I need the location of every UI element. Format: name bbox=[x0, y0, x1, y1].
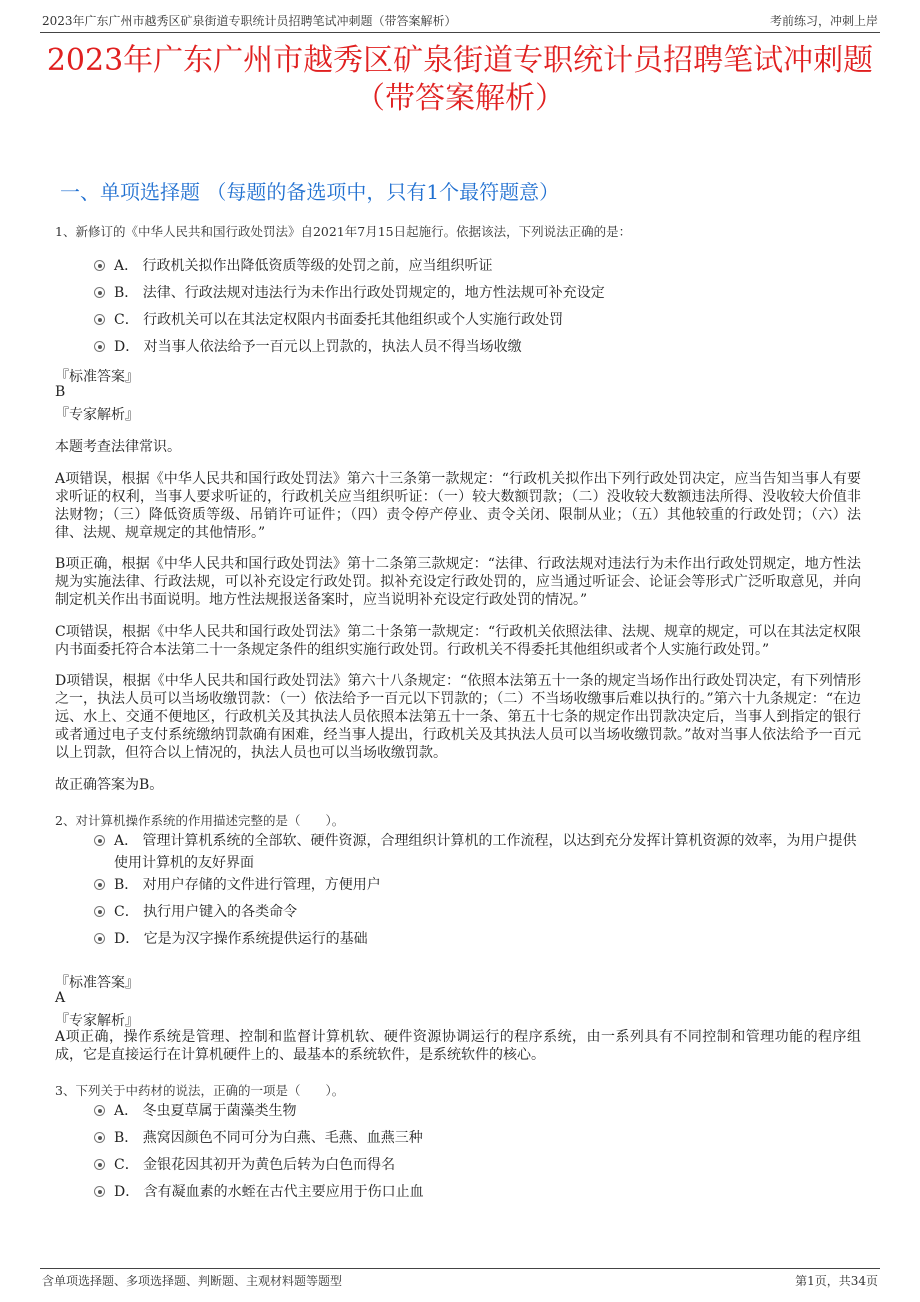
radio-icon[interactable] bbox=[94, 341, 105, 352]
question-3-stem: 3、下列关于中药材的说法，正确的一项是（ ）。 bbox=[55, 1083, 345, 1098]
answer-value: A bbox=[55, 990, 66, 1006]
analysis-paragraph: C项错误，根据《中华人民共和国行政处罚法》第二十条第一款规定：“行政机关依照法律、法规、规章的规定，可以在其法定权限内书面委托符合本法第二十一条规定条件的组织实施行政处罚。行政机关不得委托其他组织或者个人实施行政处罚。” bbox=[55, 624, 861, 658]
radio-icon[interactable] bbox=[94, 933, 105, 944]
question-2-stem: 2、对计算机操作系统的作用描述完整的是（ ）。 bbox=[55, 813, 345, 828]
question-2-option-b[interactable] bbox=[94, 874, 864, 896]
question-1-option-b[interactable] bbox=[94, 282, 864, 304]
option-label: D． 含有凝血素的水蛭在古代主要应用于伤口止血 bbox=[114, 1184, 424, 1200]
option-label: D． 它是为汉字操作系统提供运行的基础 bbox=[114, 931, 368, 947]
radio-icon[interactable] bbox=[94, 906, 105, 917]
radio-icon[interactable] bbox=[94, 260, 105, 271]
header-slogan: 考前练习，冲刺上岸 bbox=[769, 14, 878, 28]
option-label: B． 燕窝因颜色不同可分为白燕、毛燕、血燕三种 bbox=[114, 1130, 423, 1146]
analysis-paragraph: A项正确，操作系统是管理、控制和监督计算机软、硬件资源协调运行的程序系统，由一系列具有不同控制和管理功能的程序组成，它是直接运行在计算机硬件上的、最基本的系统软件，是系统软件的核心。 bbox=[55, 1029, 861, 1063]
question-3-option-d[interactable] bbox=[94, 1181, 864, 1203]
question-1-option-d[interactable] bbox=[94, 336, 864, 358]
analysis-label: 『专家解析』 bbox=[55, 407, 139, 423]
option-label: B． 法律、行政法规对违法行为未作出行政处罚规定的，地方性法规可补充设定 bbox=[114, 285, 605, 301]
question-1-stem: 1、新修订的《中华人民共和国行政处罚法》自2021年7月15日起施行。依据该法，下列说法正确的是： bbox=[55, 224, 632, 239]
title-line-1: 2023年广东广州市越秀区矿泉街道专职统计员招聘笔试冲刺题 bbox=[46, 43, 874, 78]
page-footer bbox=[40, 1268, 880, 1289]
answer-label: 『标准答案』 bbox=[55, 369, 139, 385]
radio-icon[interactable] bbox=[94, 1105, 105, 1116]
radio-icon[interactable] bbox=[94, 835, 105, 846]
answer-label: 『标准答案』 bbox=[55, 975, 139, 991]
answer-value: B bbox=[55, 384, 66, 400]
analysis-paragraph: 本题考查法律常识。 bbox=[55, 439, 181, 455]
option-label: A． 管理计算机系统的全部软、硬件资源，合理组织计算机的工作流程，以达到充分发挥计算机资源的效率，为用户提供使用计算机的友好界面 bbox=[114, 833, 857, 871]
option-label: B． 对用户存储的文件进行管理，方便用户 bbox=[114, 877, 381, 893]
radio-icon[interactable] bbox=[94, 1132, 105, 1143]
question-1-option-c[interactable] bbox=[94, 309, 864, 331]
radio-icon[interactable] bbox=[94, 314, 105, 325]
radio-icon[interactable] bbox=[94, 879, 105, 890]
question-3-option-b[interactable] bbox=[94, 1127, 864, 1149]
analysis-paragraph: D项错误，根据《中华人民共和国行政处罚法》第六十八条规定：“依照本法第五十一条的规定当场作出行政处罚决定，有下列情形之一，执法人员可以当场收缴罚款：（一）依法给予一百元以下罚款的；（二）不当场收缴事后难以执行的。”第六十九条规定：“在边远、水上、交通不便地区，行政机关及其执法人员依照本法第五十一条、第五十七条的规定作出罚款决定后，当事人到指定的银行或者通过电子支付系统缴纳罚款确有困难，经当事人提出，行政机关及其执法人员可以当场收缴罚款。”故对当事人依法给予一百元以上罚款，但符合以上情况的，执法人员也可以当场收缴罚款。 bbox=[55, 673, 861, 761]
analysis-label: 『专家解析』 bbox=[55, 1013, 139, 1029]
option-label: C． 执行用户键入的各类命令 bbox=[114, 904, 298, 920]
option-label: A． 冬虫夏草属于菌藻类生物 bbox=[114, 1103, 297, 1119]
option-label: A． 行政机关拟作出降低资质等级的处罚之前，应当组织听证 bbox=[114, 258, 493, 274]
question-2-option-d[interactable] bbox=[94, 928, 864, 950]
section-title: 一、单项选择题 （每题的备选项中，只有1个最符题意） bbox=[60, 180, 560, 204]
header-doc-title: 2023年广东广州市越秀区矿泉街道专职统计员招聘笔试冲刺题（带答案解析） bbox=[42, 14, 457, 28]
title-line-2: （带答案解析） bbox=[355, 81, 565, 116]
analysis-conclusion: 故正确答案为B。 bbox=[55, 777, 164, 793]
radio-icon[interactable] bbox=[94, 1186, 105, 1197]
option-label: C． 金银花因其初开为黄色后转为白色而得名 bbox=[114, 1157, 396, 1173]
question-1-option-a[interactable] bbox=[94, 255, 864, 277]
radio-icon[interactable] bbox=[94, 1159, 105, 1170]
option-label: D． 对当事人依法给予一百元以上罚款的，执法人员不得当场收缴 bbox=[114, 339, 522, 355]
question-3-option-a[interactable] bbox=[94, 1100, 864, 1122]
page-number: 第1页，共34页 bbox=[795, 1274, 878, 1288]
question-3-option-c[interactable] bbox=[94, 1154, 864, 1176]
footer-note: 含单项选择题、多项选择题、判断题、主观材料题等题型 bbox=[42, 1274, 343, 1288]
radio-icon[interactable] bbox=[94, 287, 105, 298]
question-2-option-a[interactable] bbox=[94, 830, 864, 874]
option-label: C． 行政机关可以在其法定权限内书面委托其他组织或个人实施行政处罚 bbox=[114, 312, 564, 328]
question-2-option-c[interactable] bbox=[94, 901, 864, 923]
analysis-paragraph: A项错误，根据《中华人民共和国行政处罚法》第六十三条第一款规定：“行政机关拟作出下列行政处罚决定，应当告知当事人有要求听证的权利，当事人要求听证的，行政机关应当组织听证：（一）较大数额罚款；（二）没收较大数额违法所得、没收较大价值非法财物；（三）降低资质等级、吊销许可证件；（四）责令停产停业、责令关闭、限制从业；（五）其他较重的行政处罚；（六）法律、法规、规章规定的其他情形。” bbox=[55, 471, 861, 541]
analysis-paragraph: B项正确，根据《中华人民共和国行政处罚法》第十二条第三款规定：“法律、行政法规对违法行为未作出行政处罚规定，地方性法规为实施法律、行政法规，可以补充设定行政处罚。拟补充设定行政处罚的，应当通过听证会、论证会等形式广泛听取意见，并向制定机关作出书面说明。地方性法规报送备案时，应当说明补充设定行政处罚的情况。” bbox=[55, 556, 861, 608]
